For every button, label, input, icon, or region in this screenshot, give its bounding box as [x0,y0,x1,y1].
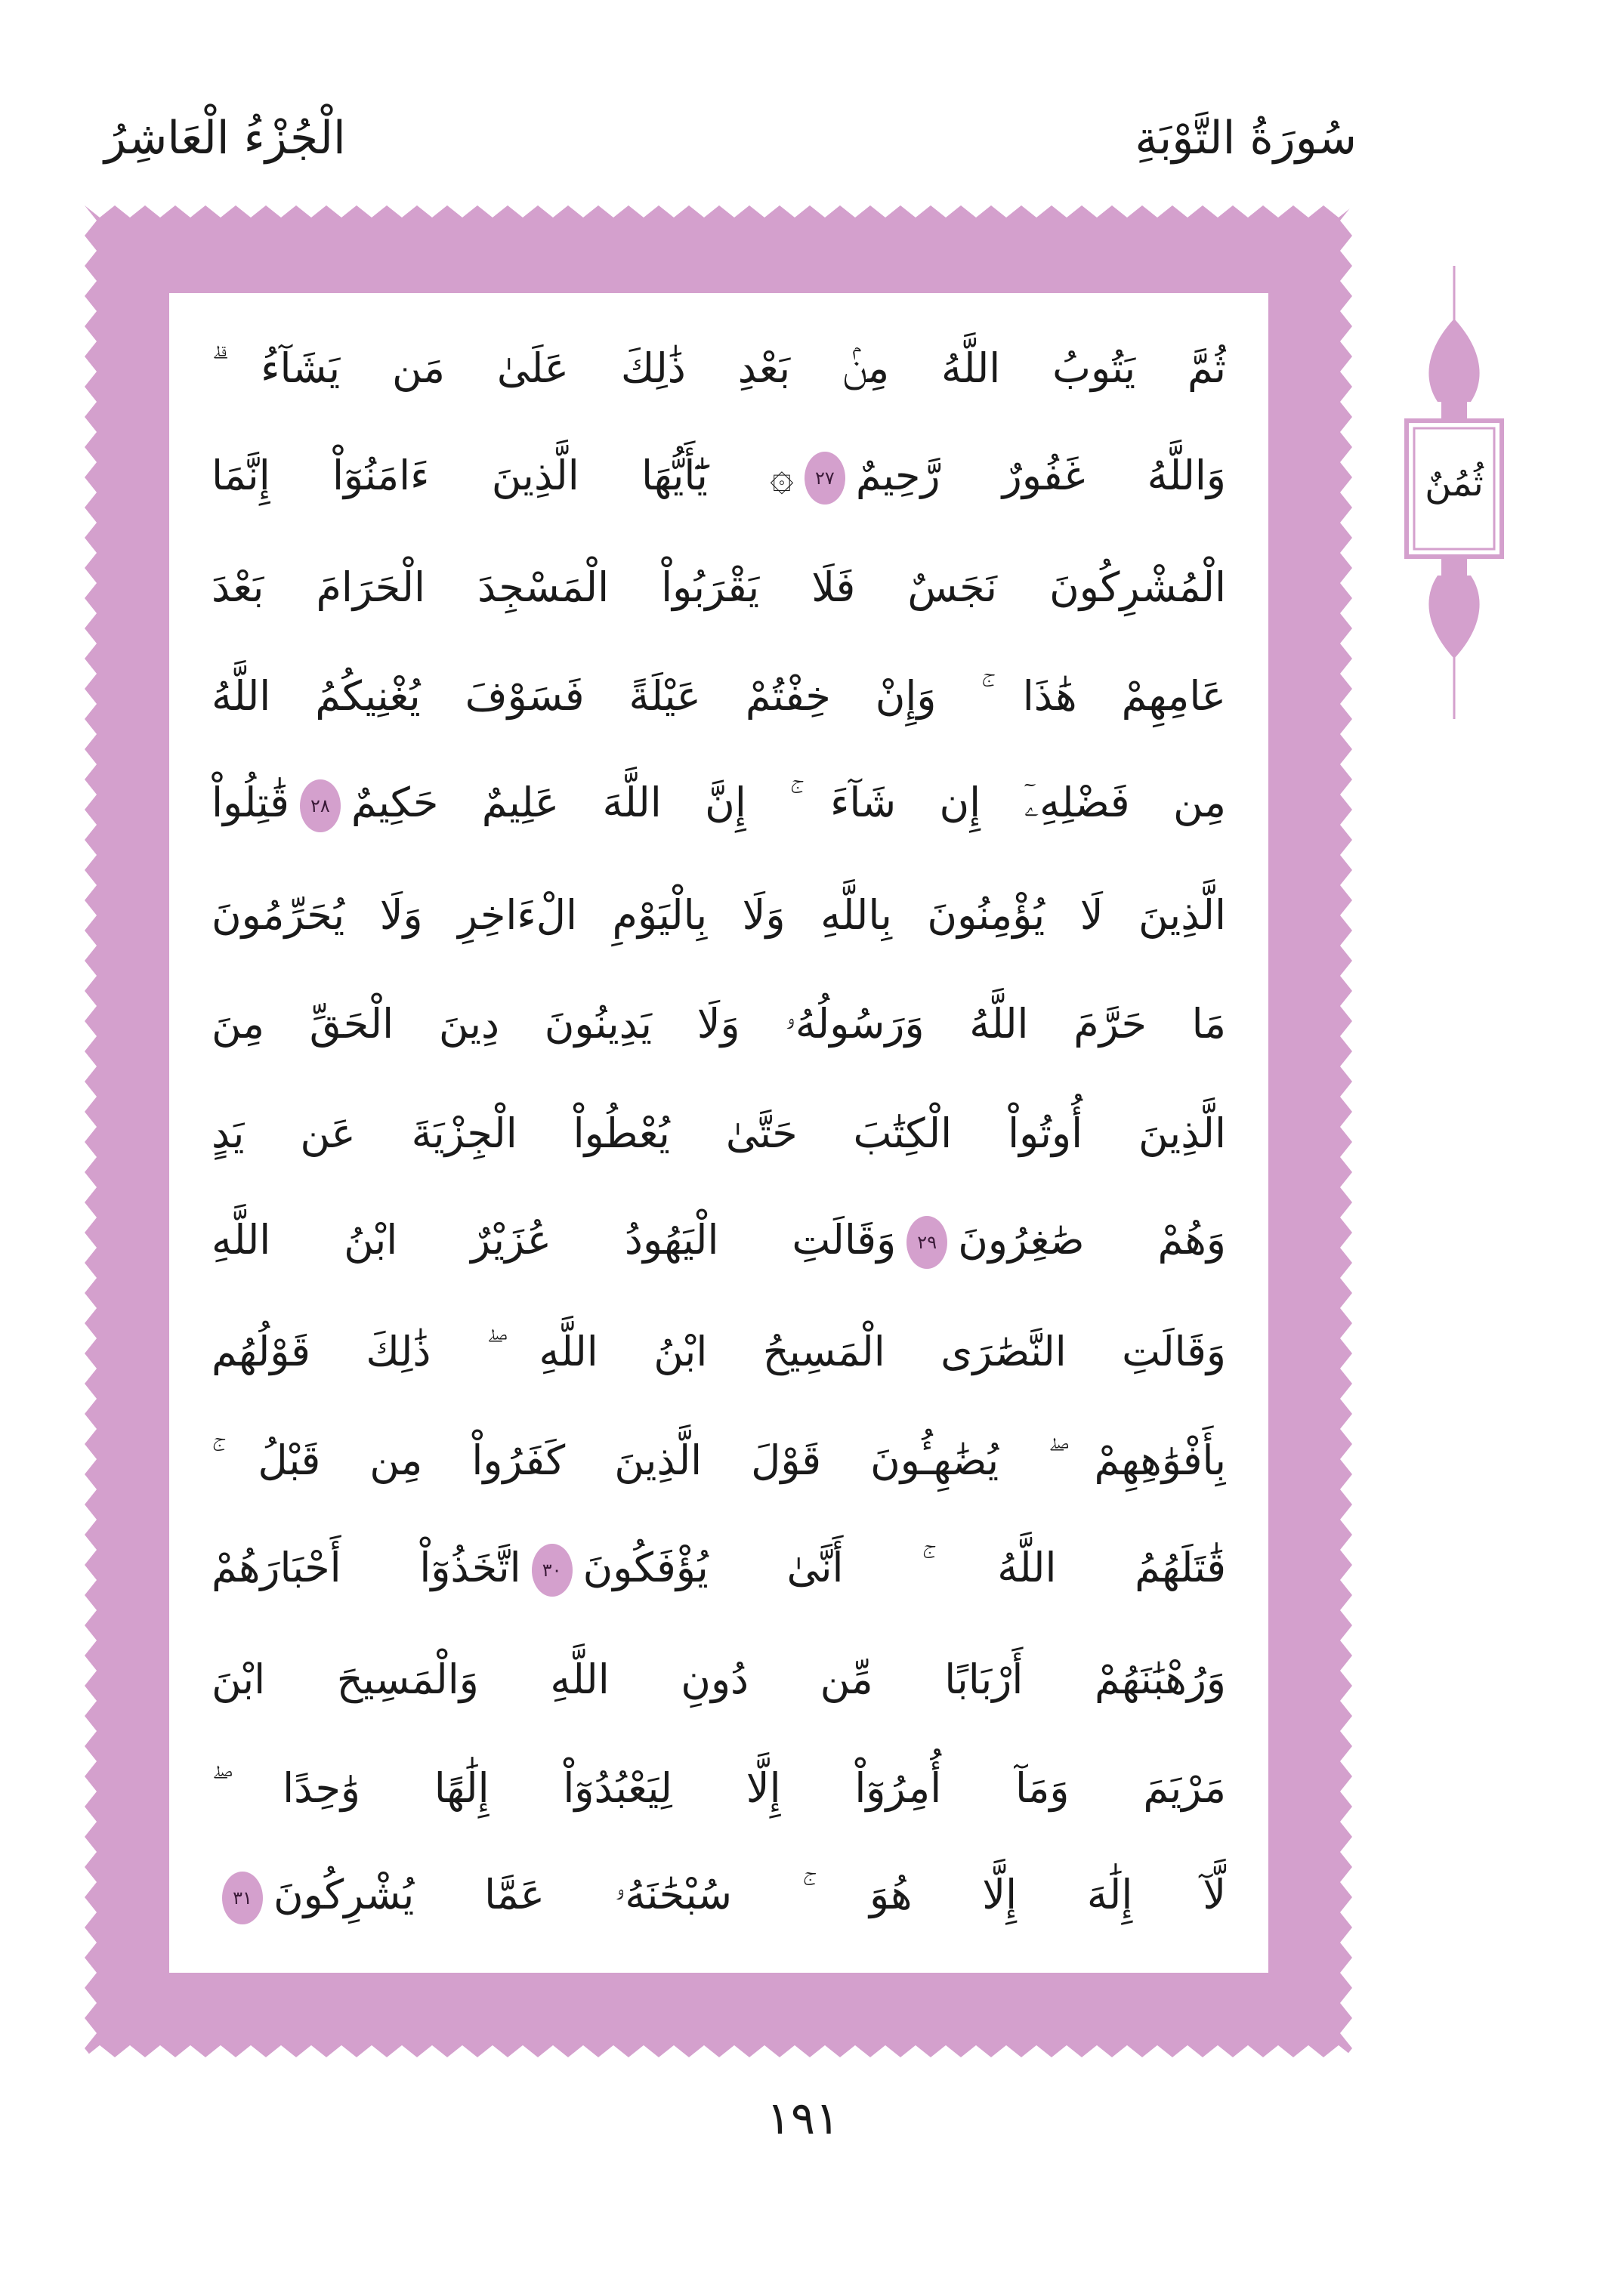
verse-line-text [212,779,1226,832]
verse-line [212,1297,1226,1406]
verse-text: وَرُهْبَٰنَهُمْ أَرْبَابًا مِّن دُونِ اللَّهِ وَالْمَسِيحَ ابْنَ [212,1655,1226,1703]
verse-line [212,751,1226,860]
verse-text-continued: قَٰتِلُواْ [212,779,289,827]
text-panel [169,293,1268,1973]
verse-line [212,1516,1226,1625]
verse-line [212,1079,1226,1188]
verse-line [212,1843,1226,1952]
verse-text: الَّذِينَ أُوتُواْ الْكِتَٰبَ حَتَّىٰ يُعْطُواْ الْجِزْيَةَ عَن يَدٍ [212,1109,1226,1157]
verse-text: الَّذِينَ لَا يُؤْمِنُونَ بِاللَّهِ وَلَا بِالْيَوْمِ الْءَاخِرِ وَلَا يُحَرِّمُونَ [212,890,1226,939]
verse-text-continued: ۞ يَٰٓأَيُّهَا الَّذِينَ ءَامَنُوٓاْ إِنَّمَا [212,451,794,499]
verse-text: لَّآ إِلَٰهَ إِلَّا هُوَ ۚ سُبْحَٰنَهُۥ عَمَّا يُشْرِكُونَ [273,1871,1226,1919]
verse-line-text [212,1000,1226,1048]
verse-line [212,1406,1226,1516]
verse-text: عَامِهِمْ هَٰذَا ۚ وَإِنْ خِفْتُمْ عَيْلَةً فَسَوْفَ يُغْنِيكُمُ اللَّهُ [212,672,1226,721]
ayah-number-marker: ٢٩ [906,1216,947,1269]
verse-text: مَا حَرَّمَ اللَّهُ وَرَسُولُهُۥ وَلَا يَدِينُونَ دِينَ الْحَقِّ مِنَ [212,999,1226,1048]
verse-line [212,970,1226,1079]
verse-line-text [212,1437,1226,1485]
verse-line-text [212,1656,1226,1703]
verse-line-text [212,1764,1226,1813]
page-number: ١٩١ [766,2092,840,2145]
verse-text-continued: وَقَالَتِ الْيَهُودُ عُزَيْرٌ ابْنُ اللَّهِ [212,1215,897,1264]
ayah-number-marker: ٣٠ [532,1544,573,1597]
verse-line-text [212,672,1226,721]
verse-text: مَرْيَمَ وَمَآ أُمِرُوٓاْ إِلَّا لِيَعْبُدُوٓاْ إِلَٰهًا وَٰحِدًا ۖ [212,1764,1226,1813]
verse-line [212,1625,1226,1734]
verse-line-text [212,344,1226,393]
verse-line-text [212,1544,1226,1597]
verse-line-text [212,563,1226,611]
verse-line [212,424,1226,533]
verse-line [212,1734,1226,1844]
verse-line-text [212,1328,1226,1376]
surah-name: سُورَةُ التَّوْبَةِ [1135,112,1357,165]
verse-text: وَاللَّهُ غَفُورٌ رَّحِيمٌ [855,451,1226,499]
verse-line [212,314,1226,424]
verse-line-text [212,891,1226,939]
verse-text: مِن فَضْلِهِۦٓ إِن شَآءَ ۚ إِنَّ اللَّهَ عَلِيمٌ حَكِيمٌ [351,779,1226,827]
verse-text: ثُمَّ يَتُوبُ اللَّهُ مِنۢ بَعْدِ ذَٰلِكَ عَلَىٰ مَن يَشَآءُ ۗ [212,344,1226,393]
verse-line [212,1188,1226,1298]
ayah-number-marker: ٣١ [222,1872,263,1924]
verse-lines [212,314,1226,1953]
hizb-marker-label: ثُمُنٌ [1425,462,1484,505]
ayah-number-marker: ٢٧ [805,452,845,505]
verse-text-continued: اتَّخَذُوٓاْ أَحْبَارَهُمْ [212,1543,521,1591]
verse-line-text [212,1871,1226,1924]
ayah-number-marker: ٢٨ [300,779,341,832]
verse-line [212,860,1226,970]
juz-name: الْجُزْءُ الْعَاشِرُ [104,112,346,165]
verse-text: قَٰتَلَهُمُ اللَّهُ ۚ أَنَّىٰ يُؤْفَكُونَ [582,1543,1226,1591]
verse-text: وَهُمْ صَٰغِرُونَ [958,1215,1226,1264]
verse-line-text [212,452,1226,505]
verse-text: بِأَفْوَٰهِهِمْ ۖ يُضَٰهِـُٔونَ قَوْلَ الَّذِينَ كَفَرُواْ مِن قَبْلُ ۚ [212,1437,1226,1485]
verse-line [212,642,1226,751]
verse-text: وَقَالَتِ النَّصَٰرَى الْمَسِيحُ ابْنُ اللَّهِ ۖ ذَٰلِكَ قَوْلُهُم [212,1327,1226,1375]
verse-line [212,532,1226,642]
verse-text: الْمُشْرِكُونَ نَجَسٌ فَلَا يَقْرَبُواْ الْمَسْجِدَ الْحَرَامَ بَعْدَ [212,563,1226,611]
verse-line-text [212,1216,1226,1269]
verse-line-text [212,1109,1226,1157]
